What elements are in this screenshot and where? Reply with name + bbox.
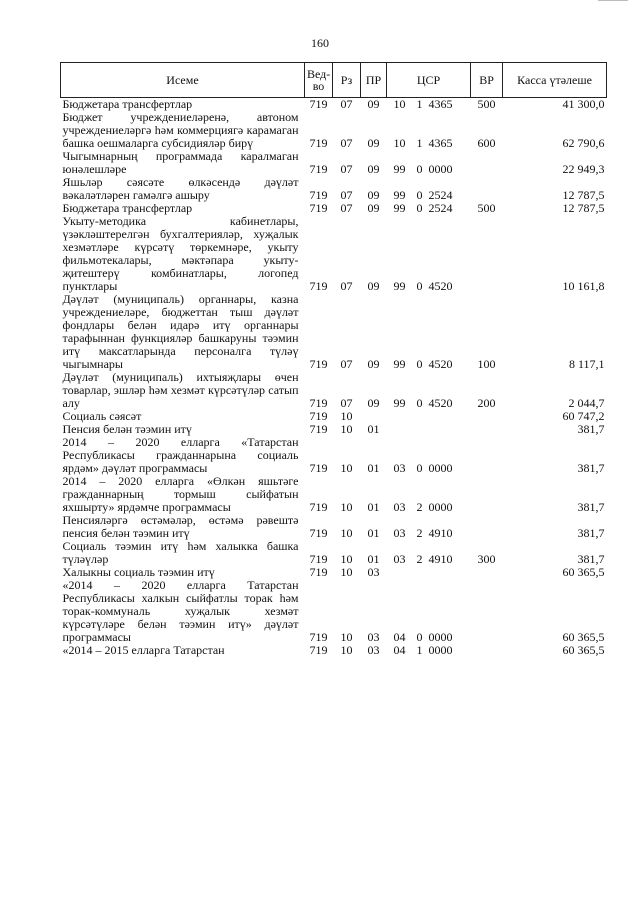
table-row [61, 215, 607, 293]
row-vr [471, 475, 503, 514]
row-ved: 719 [309, 279, 328, 293]
row-pr: 03 [367, 643, 380, 657]
row-vr: 500 [477, 201, 496, 215]
row-csr-subprogram: 0 [416, 357, 423, 371]
row-csr-direction: 4520 [428, 357, 453, 371]
row-csr-subprogram: 2 [416, 500, 423, 514]
row-ved: 719 [309, 526, 328, 540]
row-name: Бюджетара трансфертлар [62, 97, 193, 111]
row-name: Бюджетара трансфертлар [62, 201, 193, 215]
row-csr-direction: 4910 [428, 526, 453, 540]
row-vr: 600 [477, 136, 496, 150]
row-vr [471, 436, 503, 475]
row-csr-direction: 4365 [428, 136, 453, 150]
row-rz: 10 [340, 500, 353, 514]
row-kassa: 12 787,5 [562, 188, 605, 202]
table-row [61, 579, 607, 644]
row-csr-subprogram: 1 [416, 136, 423, 150]
row-name: Дәүләт (муниципаль) ихтыяҗлары өчен товарлар, эшләр һәм хезмәт күрсәтүләр сатып алу [62, 370, 299, 410]
row-kassa: 22 949,3 [562, 162, 605, 176]
row-pr: 09 [367, 162, 380, 176]
row-csr-subprogram: 2 [416, 526, 423, 540]
row-csr-program: 99 [393, 201, 406, 215]
row-name: 2014 – 2020 елларга «Өлкән яшьтәге гражданнарның тормыш сыйфатын яхшырту» ярдәмче программасы [62, 474, 299, 514]
row-name: Дәүләт (муниципаль) органнары, казна учреждениеләре, бюджеттан тыш дәүләт фондлары белән идарә итү органнары тарафыннан функцияләр башкаруны тәэмин итү максатларында персоналга түләү чыгымнары [62, 292, 299, 371]
row-pr: 09 [367, 279, 380, 293]
row-vr [471, 423, 503, 436]
row-csr-program: 99 [393, 162, 406, 176]
row-csr-program: 99 [393, 279, 406, 293]
row-csr-direction: 4520 [428, 279, 453, 293]
row-csr-subprogram: 0 [416, 279, 423, 293]
row-vr [471, 514, 503, 540]
row-pr: 09 [367, 136, 380, 150]
row-csr-direction: 0000 [428, 500, 453, 514]
row-name: Социаль сәясәт [62, 409, 142, 423]
row-csr-direction: 2524 [428, 188, 453, 202]
row-name: Укыту-методика кабинетлары, үзәкләштерелгән бухгалтерияләр, хуҗалык хезмәтләре күрсәтү төркемнәре, укыту фильмотекалары, мәктәпара укыту-җитештерү комбинатлары, логопед пунктлары [62, 214, 299, 293]
row-csr-program: 03 [393, 461, 406, 475]
row-csr-direction [427, 410, 471, 423]
row-kassa: 60 365,5 [562, 643, 605, 657]
table-row [61, 644, 607, 657]
table-row [61, 514, 607, 540]
header-pr: ПР [361, 63, 387, 98]
page-number: 160 [311, 36, 329, 50]
row-pr: 09 [367, 97, 380, 111]
header-rz: Рз [333, 63, 361, 98]
row-kassa: 60 365,5 [562, 565, 605, 579]
row-vr [471, 566, 503, 579]
header-name: Исеме [61, 63, 305, 98]
row-rz: 10 [340, 422, 353, 436]
row-kassa: 381,7 [577, 461, 605, 475]
row-csr-subprogram: 0 [416, 201, 423, 215]
row-rz: 10 [340, 552, 353, 566]
row-csr-program: 03 [393, 552, 406, 566]
row-csr-program: 03 [393, 526, 406, 540]
row-pr: 01 [367, 422, 380, 436]
table-row [61, 176, 607, 202]
row-csr-direction: 4910 [428, 552, 453, 566]
row-csr-subprogram: 0 [416, 630, 423, 644]
row-ved: 719 [309, 630, 328, 644]
row-csr-subprogram: 1 [416, 643, 423, 657]
row-csr-subprogram: 0 [416, 162, 423, 176]
row-csr-program: 04 [393, 643, 406, 657]
row-name: «2014 – 2020 елларга Татарстан Республикасы халкын сыйфатлы торак һәм торак-коммуналь хуҗалык хезмәт күрсәтүләре белән тәэмин итү» дәүләт программасы [62, 578, 299, 644]
row-vr [471, 176, 503, 202]
row-pr: 01 [367, 526, 380, 540]
scan-edge-mark [598, 0, 628, 1]
row-pr: 09 [367, 396, 380, 410]
row-ved: 719 [309, 201, 328, 215]
row-ved: 719 [309, 643, 328, 657]
row-pr: 03 [367, 630, 380, 644]
row-rz: 10 [340, 565, 353, 579]
row-name: Бюджет учреждениеләренә, автоном учреждениеләргә һәм коммерциягә карамаган башка оешмаларга субсидияләр бирү [62, 110, 299, 150]
row-rz: 10 [340, 630, 353, 644]
row-rz: 07 [340, 188, 353, 202]
table-row [61, 111, 607, 150]
row-csr-direction [427, 566, 471, 579]
table-row [61, 293, 607, 371]
row-csr-direction: 0000 [428, 630, 453, 644]
row-name: Яшьләр сәясәте өлкәсендә дәүләт вәкаләтләрен гамәлгә ашыру [62, 175, 299, 202]
budget-table [60, 62, 607, 657]
row-rz: 07 [340, 97, 353, 111]
row-name: Социаль тәэмин итү һәм халыкка башка түләүләр [62, 539, 299, 566]
row-ved: 719 [309, 565, 328, 579]
row-csr-direction [427, 423, 471, 436]
row-csr-program [387, 566, 413, 579]
row-kassa: 8 117,1 [568, 357, 605, 371]
row-csr-direction: 0000 [428, 461, 453, 475]
row-ved: 719 [309, 552, 328, 566]
row-name: Пенсия белән тәэмин итү [62, 422, 192, 436]
row-csr-program: 10 [393, 97, 406, 111]
header-vr: ВР [471, 63, 503, 98]
row-kassa: 62 790,6 [562, 136, 605, 150]
row-vr [471, 644, 503, 657]
row-vr [471, 410, 503, 423]
row-csr-subprogram: 1 [416, 97, 423, 111]
header-csr: ЦСР [387, 63, 471, 98]
row-kassa: 381,7 [577, 422, 605, 436]
row-rz: 07 [340, 357, 353, 371]
row-ved: 719 [309, 188, 328, 202]
row-csr-direction: 4520 [428, 396, 453, 410]
row-csr-subprogram [413, 566, 427, 579]
row-ved: 719 [309, 162, 328, 176]
table-row [61, 371, 607, 410]
row-kassa: 41 300,0 [562, 97, 605, 111]
row-rz: 07 [340, 136, 353, 150]
row-vr [471, 215, 503, 293]
row-csr-direction: 0000 [428, 643, 453, 657]
row-csr-subprogram: 0 [416, 461, 423, 475]
header-kassa: Касса үтәлеше [503, 63, 607, 98]
row-kassa: 381,7 [577, 500, 605, 514]
row-csr-subprogram [413, 410, 427, 423]
row-kassa: 2 044,7 [568, 396, 605, 410]
table-row [61, 436, 607, 475]
row-csr-program [387, 410, 413, 423]
row-rz: 07 [340, 279, 353, 293]
row-csr-subprogram: 2 [416, 552, 423, 566]
row-pr: 03 [367, 565, 380, 579]
table-body [61, 98, 607, 658]
row-ved: 719 [309, 396, 328, 410]
row-csr-direction: 4365 [428, 97, 453, 111]
table-row [61, 98, 607, 112]
row-name: Халыкны социаль тәэмин итү [62, 565, 215, 579]
table-row [61, 540, 607, 566]
row-kassa: 10 161,8 [562, 279, 605, 293]
row-csr-program: 99 [393, 188, 406, 202]
row-ved: 719 [309, 461, 328, 475]
row-csr-direction: 2524 [428, 201, 453, 215]
row-kassa: 381,7 [577, 552, 605, 566]
row-pr: 09 [367, 188, 380, 202]
row-pr: 09 [367, 357, 380, 371]
row-pr: 01 [367, 500, 380, 514]
row-pr: 01 [367, 461, 380, 475]
row-kassa: 60 365,5 [562, 630, 605, 644]
row-rz: 10 [340, 526, 353, 540]
row-kassa: 381,7 [577, 526, 605, 540]
row-ved: 719 [309, 409, 328, 423]
row-csr-direction: 0000 [428, 162, 453, 176]
row-kassa: 12 787,5 [562, 201, 605, 215]
row-rz: 07 [340, 396, 353, 410]
row-vr: 300 [477, 552, 496, 566]
row-csr-program: 10 [393, 136, 406, 150]
row-csr-program: 99 [393, 357, 406, 371]
table-header [61, 63, 607, 98]
row-vr [471, 150, 503, 176]
row-ved: 719 [309, 500, 328, 514]
row-csr-subprogram: 0 [416, 396, 423, 410]
table-row [61, 150, 607, 176]
row-csr-subprogram [413, 423, 427, 436]
row-rz: 07 [340, 201, 353, 215]
row-ved: 719 [309, 357, 328, 371]
row-name: Пенсияләргә өстәмәләр, өстәмә рәвештә пенсия белән тәэмин итү [62, 513, 299, 540]
row-rz: 07 [340, 162, 353, 176]
row-vr: 100 [477, 357, 496, 371]
row-name: Чыгымнарның программада каралмаган юнәлешләре [62, 149, 299, 176]
row-csr-program: 03 [393, 500, 406, 514]
row-csr-program [387, 423, 413, 436]
row-ved: 719 [309, 136, 328, 150]
row-kassa: 60 747,2 [562, 409, 605, 423]
row-rz: 10 [340, 409, 353, 423]
row-ved: 719 [309, 422, 328, 436]
row-rz: 10 [340, 461, 353, 475]
row-vr: 200 [477, 396, 496, 410]
row-name: 2014 – 2020 елларга «Татарстан Республикасы гражданнарына социаль ярдәм» дәүләт программасы [62, 435, 299, 475]
row-pr: 01 [367, 552, 380, 566]
row-csr-subprogram: 0 [416, 188, 423, 202]
row-csr-program: 99 [393, 396, 406, 410]
header-ved: Вед-во [305, 63, 333, 98]
row-vr: 500 [477, 97, 496, 111]
row-pr: 09 [367, 201, 380, 215]
row-csr-program: 04 [393, 630, 406, 644]
row-ved: 719 [309, 97, 328, 111]
row-vr [471, 579, 503, 644]
table-row [61, 475, 607, 514]
row-rz: 10 [340, 643, 353, 657]
row-name: «2014 – 2015 елларга Татарстан [62, 643, 225, 657]
